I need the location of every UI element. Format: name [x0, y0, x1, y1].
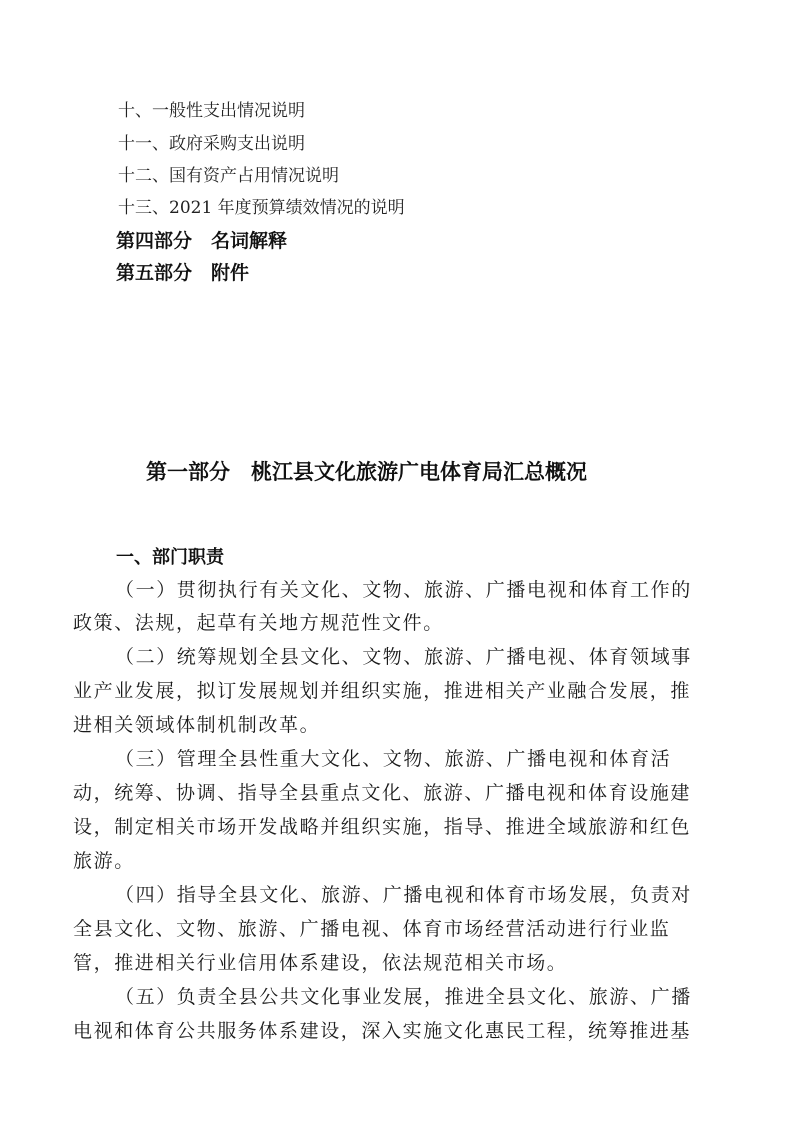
body-line: 设，制定相关市场开发战略并组织实施，指导、推进全域旅游和红色 [73, 816, 692, 838]
toc-part: 第四部分 名词解释 [116, 230, 288, 252]
body-line: 进相关领域体制机制改革。 [73, 714, 321, 736]
body-line: 电视和体育公共服务体系建设，深入实施文化惠民工程，统筹推进基 [73, 1020, 692, 1042]
body-line: 政策、法规，起草有关地方规范性文件。 [73, 612, 444, 634]
body-line: （四）指导全县文化、旅游、广播电视和体育市场发展，负责对 [115, 884, 692, 906]
body-line: 全县文化、文物、旅游、广播电视、体育市场经营活动进行行业监 [73, 918, 671, 940]
body-line: 管，推进相关行业信用体系建设，依法规范相关市场。 [73, 952, 568, 974]
section-heading: 一、部门职责 [116, 547, 224, 568]
body-line: 业产业发展，拟订发展规划并组织实施，推进相关产业融合发展，推 [73, 680, 692, 702]
body-line: 旅游。 [73, 850, 135, 872]
toc-item: 十、一般性支出情况说明 [118, 101, 305, 121]
body-line: （一）贯彻执行有关文化、文物、旅游、广播电视和体育工作的 [115, 579, 692, 601]
body-line: （三）管理全县性重大文化、文物、旅游、广播电视和体育活 [115, 748, 672, 770]
toc-item: 十三、2021 年度预算绩效情况的说明 [118, 198, 405, 218]
toc-part: 第五部分 附件 [116, 262, 250, 284]
body-line: 动，统筹、协调、指导全县重点文化、旅游、广播电视和体育设施建 [73, 782, 692, 804]
body-line: （五）负责全县公共文化事业发展，推进全县文化、旅游、广播 [115, 986, 692, 1008]
toc-item: 十二、国有资产占用情况说明 [118, 166, 339, 186]
section-title: 第一部分 桃江县文化旅游广电体育局汇总概况 [146, 460, 587, 484]
body-line: （二）统筹规划全县文化、文物、旅游、广播电视、体育领域事 [115, 646, 692, 668]
toc-item: 十一、政府采购支出说明 [118, 134, 305, 154]
